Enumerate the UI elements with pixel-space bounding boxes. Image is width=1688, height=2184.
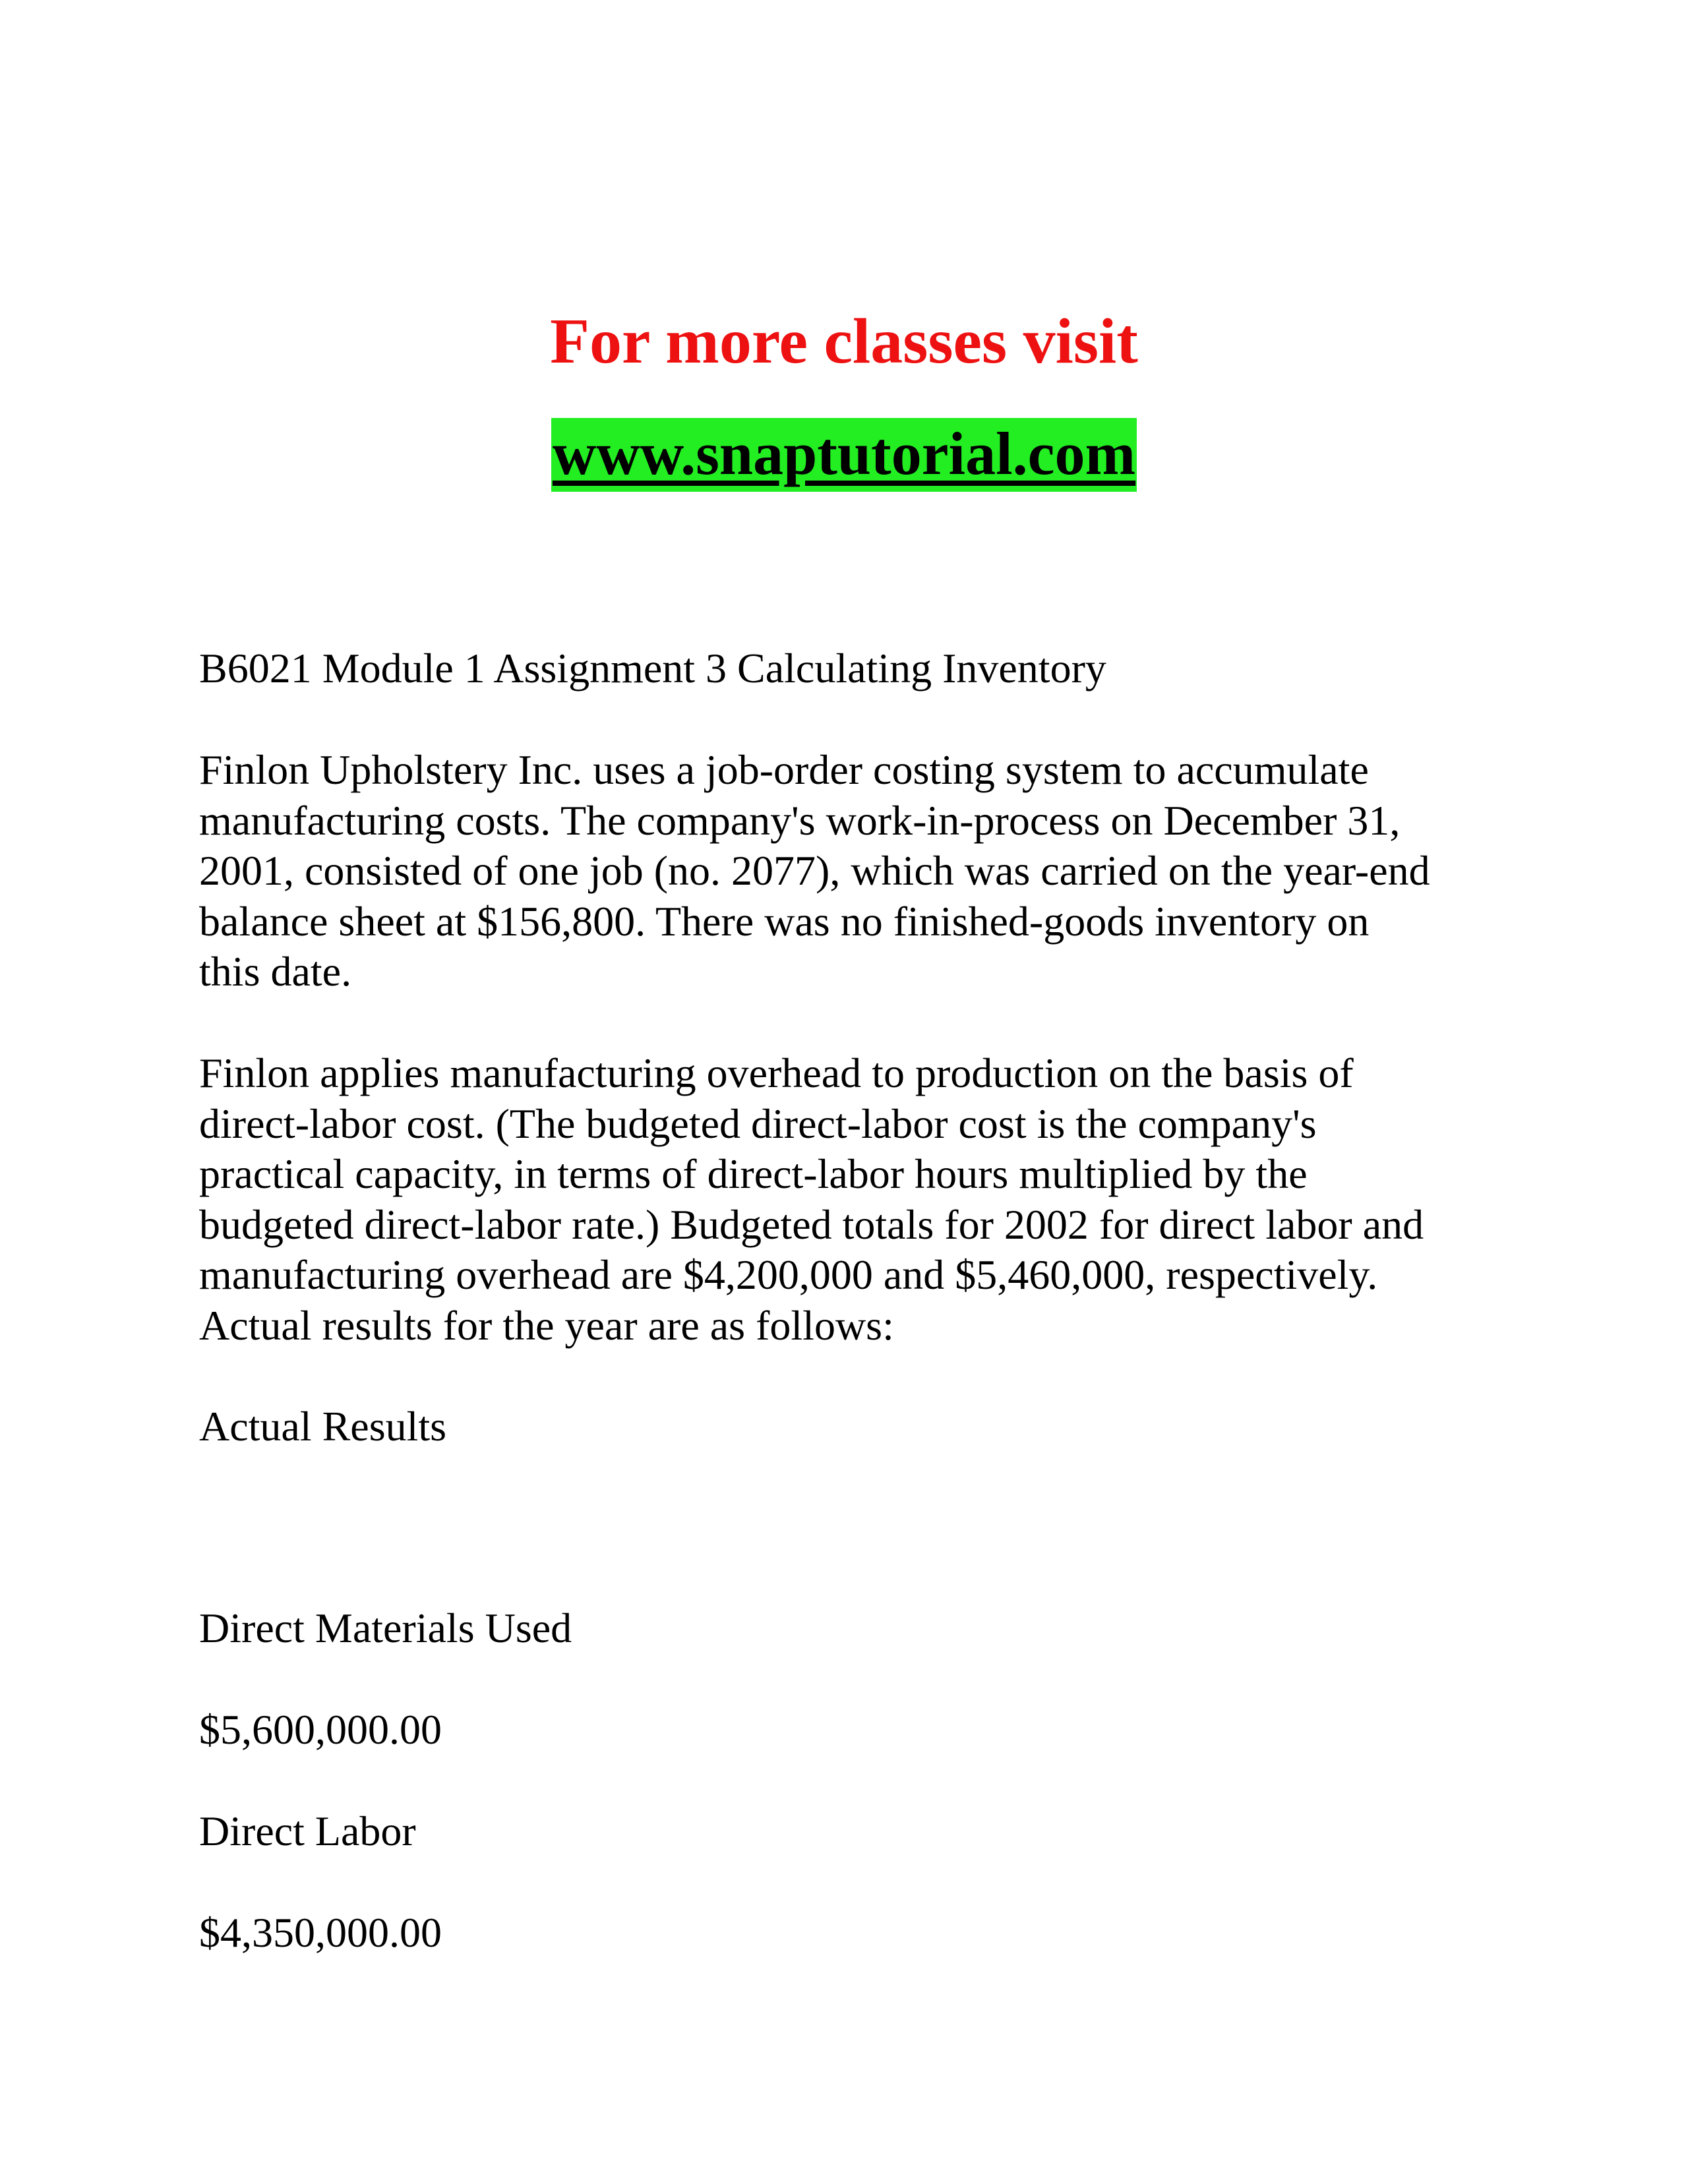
paragraph-line: practical capacity, in terms of direct-labor hours multiplied by the — [199, 1150, 1308, 1197]
paragraph-line: budgeted direct-labor rate.) Budgeted totals for 2002 for direct labor and — [199, 1200, 1424, 1248]
paragraph-line: this date. — [199, 948, 352, 995]
promo-title: For more classes visit — [550, 306, 1138, 377]
paragraph-line: Finlon Upholstery Inc. uses a job-order costing system to accumulate — [199, 746, 1369, 793]
direct-labor-value: $4,350,000.00 — [199, 1909, 442, 1956]
promo-url-link[interactable]: www.snaptutorial.com — [551, 418, 1137, 492]
direct-materials-value: $5,600,000.00 — [199, 1706, 442, 1753]
actual-results-label: Actual Results — [199, 1403, 447, 1450]
paragraph-line: 2001, consisted of one job (no. 2077), which was carried on the year-end — [199, 847, 1430, 894]
direct-materials-label: Direct Materials Used — [199, 1605, 572, 1651]
paragraph-overhead — [199, 1048, 1518, 1351]
paragraph-intro — [199, 745, 1518, 997]
paragraph-line: Actual results for the year are as follows: — [199, 1301, 894, 1349]
document-title: B6021 Module 1 Assignment 3 Calculating Inventory — [199, 645, 1106, 692]
paragraph-line: balance sheet at $156,800. There was no finished-goods inventory on — [199, 897, 1370, 945]
paragraph-line: Finlon applies manufacturing overhead to production on the basis of — [199, 1049, 1354, 1096]
direct-labor-label: Direct Labor — [199, 1808, 416, 1854]
paragraph-line: manufacturing costs. The company's work-in-process on December 31, — [199, 796, 1401, 844]
promo-url-wrap — [0, 417, 1688, 492]
paragraph-line: direct-labor cost. (The budgeted direct-labor cost is the company's — [199, 1100, 1317, 1147]
paragraph-line: manufacturing overhead are $4,200,000 and $5,460,000, respectively. — [199, 1251, 1378, 1298]
